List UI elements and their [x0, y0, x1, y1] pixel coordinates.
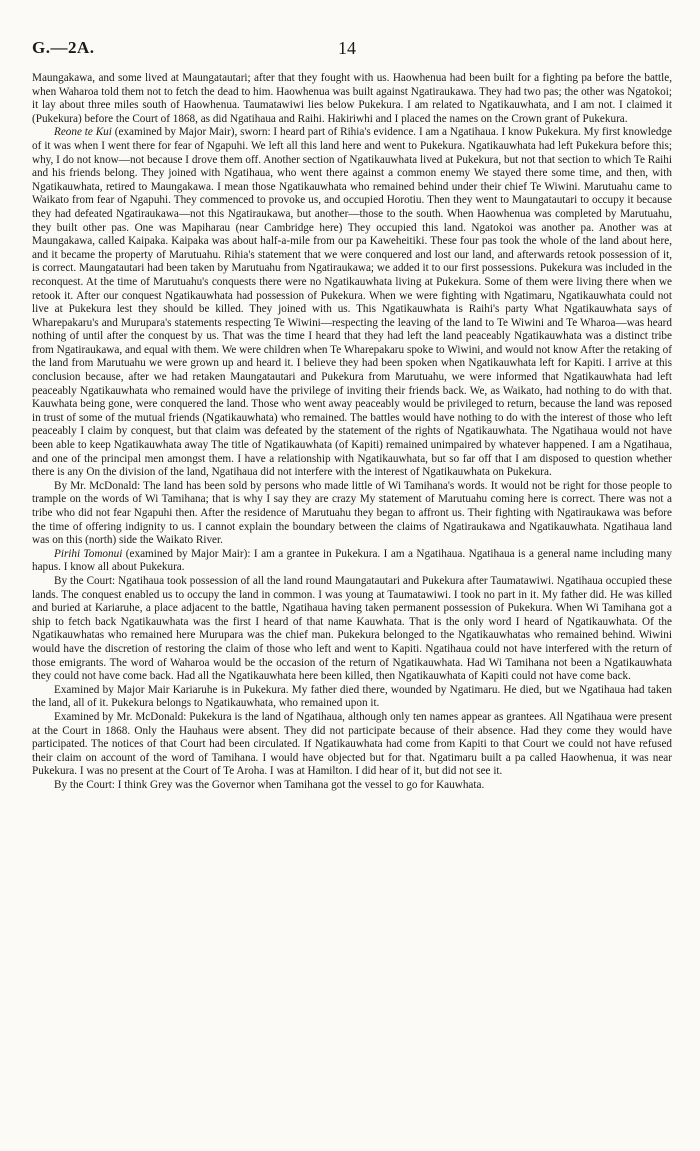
paragraph [32, 480, 672, 548]
page-number: 14 [338, 38, 356, 58]
paragraph-text: By the Court: Ngatihaua took possession of all the land round Maungatautari and Pukekura after Taumatawiwi. Ngatihaua occupied these lands. The conquest enabled us to occupy the land in common. I was young at Taumatawiwi. I took no part in it. My father did. He was killed and buried at Kariaruhe, a place adjacent to the battle, Ngatihaua having taken permanent possession of Pukekura. When Wi Tamihana got a ship to fetch back Ngatikauwhata was the first I heard of that name Kauwhata. That is the only word I heard of Ngatikauwhata. Of the Ngatikauwhatas who remained here Murupara was the chief man. Pukekura belonged to the Ngatikauwhatas who remained behind. Wiwini would have the discretion of restoring the claim of those who left and went to Kapiti. Ngatihaua could not have interfered with the return of those emigrants. The word of Waharoa would be the occasion of the return of Ngatikauwhata. Had Wi Tamihana not been a Ngatikauwhata they could not have come back. Had all the Ngatikauwhata here been killed, then Ngatikauwhata of Kapiti could not have come back. [32, 574, 672, 683]
paragraph [32, 684, 672, 711]
paragraph [32, 548, 672, 575]
paragraph [32, 779, 672, 793]
document-reference: G.—2A. [32, 38, 95, 57]
paragraph [32, 575, 672, 684]
paragraph-text: Examined by Major Mair Kariaruhe is in Pukekura. My father died there, wounded by Ngatimaru. He died, but we Ngatihaua had taken the land, all of it. Pukekura belongs to Ngatikauwhata, who remained upon it. [32, 683, 672, 710]
paragraph [32, 126, 672, 479]
paragraph-text: By the Court: I think Grey was the Governor when Tamihana got the vessel to go for Kauwhata. [54, 778, 485, 791]
witness-name: Reone te Kui [54, 126, 112, 139]
paragraph-text: (examined by Major Mair), sworn: I heard part of Rihia's evidence. I am a Ngatihaua. I know Pukekura. My first knowledge of it was when I went there for fear of Ngapuhi. We left all this land here and went to Pukekura. Ngatikauwhata had left Pukekura before this; why, I do not know—not because I drove them off. Another section of Ngatikauwhata lived at Pukekura, but not that section to which Te Raihi and his friends belong. They joined with Ngatihaua, who went there against a common enemy We stayed there some time, and then, with Ngatikauwhata, retired to Maungakawa. I mean those Ngatikauwhata who remained behind under their chief Te Wiwini. Marutuahu came to Waikato from fear of Ngapuhi. They commenced to provoke us, and occupied Horotiu. Then they went to Maungatautari to occupy it because they had defeated Ngatiraukawa—not this Ngatiraukawa, but another—those to the south. When Haowhenua was completed by Marutuahu, they built other pas. One was Mapiharau (near Cambridge here) They occupied this land. Ngatokoi was another pa. Another was at Maungakawa, called Kaipaka. Kaipaka was about half-a-mile from our pa Kaweheitiki. These four pas took the whole of the land about here, and it became the property of Marutuahu. Rihia's statement that we were conquered and lost our land, and afterwards retook possession of it, is correct. Maungatautari had been taken by Marutuahu from Ngatiraukawa; we added it to our first possessions. Pukekura was included in the reconquest. At the time of Marutuahu's conquests there were no Ngatikauwhata living at Pukekura. Some of them were living there when we retook it. After our conquest Ngatikauwhata had possession of Pukekura. When we were fighting with Ngatimaru, Ngatikauwhata could not live at Pukekura lest they should be killed. They joined with us. This Ngatikauwhata is Raihi's party What Ngatikauwhata says of Wharepakaru's and Murupara's statements respecting Te Wiwini—respecting the leaving of the land to Te Wiwini and Te Wharoa—was heard nothing of until after the conquest by us. That was the time I heard that they had left the land peaceably Ngatikauwhata was a distinct tribe from Ngatiraukawa, and equal with them. We were children when Te Wharepakaru spoke to Wiwini, and would not know After the retaking of the land from Marutuahu we were grown up and heard it. I believe they had been spoken when Ngatikauwhata left for Kapiti. I arrive at this conclusion because, after we had retaken Maungatautari and Pukekura from Marutuahu, we were informed that Ngatikauwhata had left peaceably Ngatikauwhata who remained would have the privilege of inviting their friends back. We, as Waikato, had nothing to do with that. Kauwhata being gone, were conquered the land. Those who went away peaceably would be privileged to return, because the land was reposed in trust of some of the mutual friends (Ngatikauwhata) who remained. The battles would have nothing to do with the interest of those who left peaceably I claim by conquest, but that claim was defeated by the statement of the rights of Ngatikauwhata. The Ngatihaua would not have been able to keep Ngatikauwhata away The title of Ngatikauwhata (of Kapiti) remained unimpaired by whatever happened. I am a Ngatihaua, and one of the principal men amongst them. I have a relationship with Ngatikauwhata, but so far off that I am disposed to question whether there is any On the division of the land, Ngatihaua did not interfere with the interest of Ngatikauwhata on Pukekura. [32, 126, 672, 479]
page-header [32, 38, 672, 68]
paragraph-text: (examined by Major Mair): I am a grantee in Pukekura. I am a Ngatihaua. Ngatihaua is a general name including many hapus. I know all about Pukekura. [32, 547, 672, 574]
paragraph [32, 72, 672, 126]
paragraph [32, 711, 672, 779]
witness-name: Pirihi Tomonui [54, 547, 123, 560]
body-text [32, 72, 672, 792]
paragraph-text: Examined by Mr. McDonald: Pukekura is the land of Ngatihaua, although only ten names appear as grantees. All Ngatihaua were present at the Court in 1868. Only the Hauhaus were absent. They did not participate because of their absence. Had they come they would have participated. The notices of that Court had been circulated. If Ngatikauwhata had come from Kapiti to that Court we could not have refused their claim on account of the word of Tamihana. I would have objected but for that. Ngatimaru built a pa called Haowhenua, it was near Pukekura. I was no present at the Court of Te Aroha. I was at Hamilton. I did hear of it, but did not see it. [32, 710, 672, 778]
paragraph-text: By Mr. McDonald: The land has been sold by persons who made little of Wi Tamihana's words. It would not be right for those people to trample on the words of Wi Tamihana; that is why I say they are crazy My statement of Marutuahu coming here is correct. There was not a tribe who did not fear Ngapuhi then. After the residence of Marutuahu they began to affront us. Their fighting with Ngatiraukawa was before the time of offering indignity to us. I cannot explain the boundary between the claims of Ngatiraukawa and Ngatikauwhata. Ngatihaua land was on this (north) side the Waikato River. [32, 479, 672, 547]
paragraph-text: Maungakawa, and some lived at Maungatautari; after that they fought with us. Haowhenua had been built for a fighting pa before the battle, when Waharoa told them not to fetch the dead to him. Haowhenua was built against Ngatiraukawa. They had two pas; the other was Ngatokoi; it lay about three miles south of Haowhenua. Taumatawiwi lies below Pukekura. I am related to Ngatikauwhata, and I am not. I claimed it (Pukekura) before the Court of 1868, as did Ngatihaua and Raihi. Hakiriwhi and I placed the names on the Crown grant of Pukekura. [32, 72, 672, 125]
